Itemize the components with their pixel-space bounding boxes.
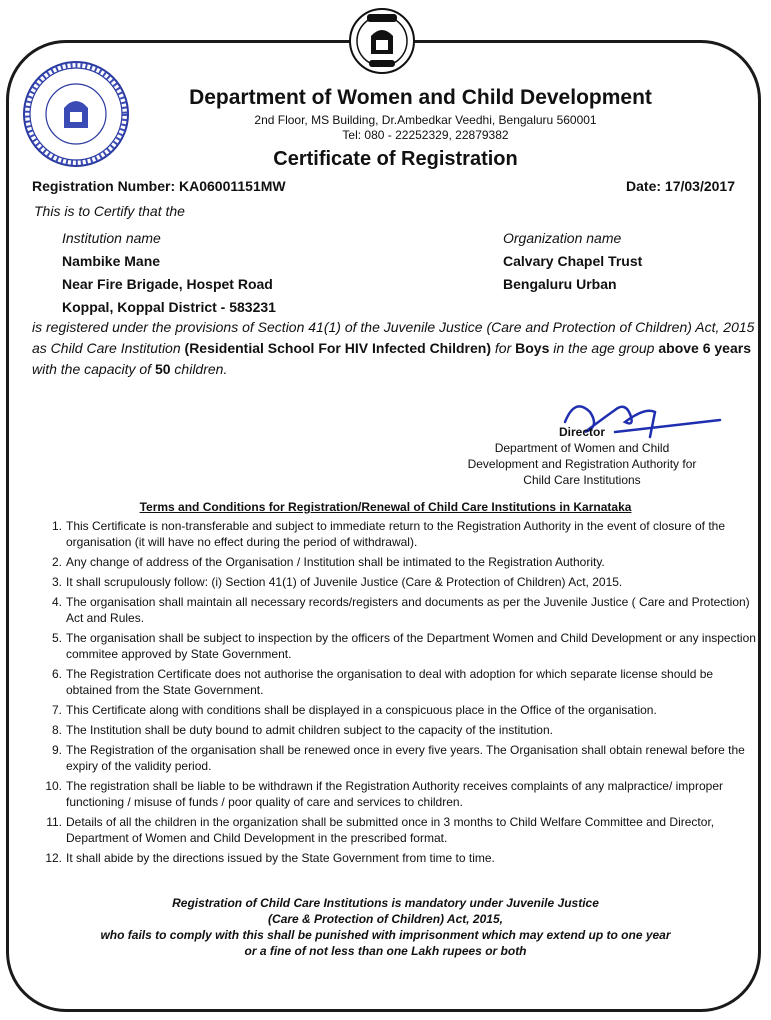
signatory-block (432, 424, 732, 488)
list-item (40, 850, 760, 866)
organization-block (503, 227, 642, 296)
registration-number: KA06001151MW (179, 178, 286, 194)
term-text: It shall scrupulously follow: (i) Section 41(1) of Juvenile Justice (Care & Protection of Children) Act, 2015. (66, 575, 623, 589)
list-item (40, 778, 760, 810)
certify-text: This is to Certify that the (34, 203, 185, 219)
term-text: The registration shall be liable to be withdrawn if the Registration Authority receives complaints of any malpractice/ improper functioning / misuse of funds / poor quality of care and services to children. (66, 779, 723, 809)
term-number: 8. (51, 723, 62, 737)
registration-statement (32, 317, 757, 380)
terms-list (40, 518, 760, 870)
term-text: Any change of address of the Organisation / Institution shall be intimated to the Registration Authority. (66, 555, 605, 569)
department-address: 2nd Floor, MS Building, Dr.Ambedkar Veedhi, Bengaluru 560001 (254, 113, 597, 127)
term-text: Details of all the children in the organization shall be submitted once in 3 months to Child Welfare Committee and Director, Department of Women and Child Development in the prescribed format. (66, 815, 715, 845)
list-item (40, 594, 760, 626)
list-item (40, 574, 760, 590)
list-item (40, 814, 760, 846)
term-number: 9. (51, 743, 62, 757)
list-item (40, 518, 760, 550)
term-text: The Institution shall be duty bound to admit children subject to the capacity of the institution. (66, 723, 553, 737)
terms-heading: Terms and Conditions for Registration/Renewal of Child Care Institutions in Karnataka (139, 500, 632, 514)
organization-label: Organization name (503, 230, 622, 246)
term-text: The Registration of the organisation shall be renewed once in every five years. The Organisation shall obtain renewal before the expiry of the validity period. (66, 743, 745, 773)
signatory-title: Director (558, 425, 605, 439)
signatory-line2: Development and Registration Authority for (467, 457, 697, 471)
term-text: The Registration Certificate does not authorise the organisation to deal with adoption for which separate license should be obtained from the State Government. (66, 667, 714, 697)
term-number: 4. (51, 595, 62, 609)
term-number: 2. (51, 555, 62, 569)
institution-label: Institution name (62, 230, 161, 246)
legal-notice-line3: who fails to comply with this shall be punished with imprisonment which may extend up to one year (100, 928, 671, 942)
term-text: The organisation shall be subject to inspection by the officers of the Department Women and Child Development or any inspection commitee approved by State Government. (66, 631, 756, 661)
legal-notice (0, 895, 771, 959)
date-value: 17/03/2017 (664, 178, 735, 194)
list-item (40, 630, 760, 662)
institution-name: Nambike Mane (62, 253, 161, 269)
legal-notice-line4: or a fine of not less than one Lakh rupees or both (244, 944, 527, 958)
term-number: 11. (46, 815, 62, 829)
term-text: This Certificate along with conditions shall be displayed in a conspicuous place in the Office of the organisation. (66, 703, 657, 717)
institution-type: (Residential School For HIV Infected Children) (184, 340, 492, 356)
age-group: above 6 years (658, 340, 751, 356)
legal-notice-line2: (Care & Protection of Children) Act, 2015, (268, 912, 503, 926)
term-text: The organisation shall maintain all necessary records/registers and documents as per the Juvenile Justice ( Care and Protection) Act and Rules. (66, 595, 750, 625)
institution-address-line1: Near Fire Brigade, Hospet Road (62, 276, 273, 292)
karnataka-emblem-icon (347, 6, 417, 76)
term-number: 3. (51, 575, 62, 589)
signatory-line1: Department of Women and Child (494, 441, 670, 455)
registration-row (32, 178, 735, 194)
organization-name: Calvary Chapel Trust (503, 253, 643, 269)
gender: Boys (515, 340, 550, 356)
term-number: 5. (51, 631, 62, 645)
capacity: 50 (154, 361, 171, 377)
certificate-date (626, 178, 735, 194)
date-label: Date: (626, 178, 662, 194)
list-item (40, 742, 760, 774)
statement-text: for (491, 340, 516, 356)
statement-text: with the capacity of (32, 361, 155, 377)
department-telephone: Tel: 080 - 22252329, 22879382 (342, 128, 509, 142)
institution-block (62, 227, 276, 319)
statement-text: is registered under the provisions of Section 41(1) of the Juvenile Justice (Care and Protection of Children) Act, 2015 as Child Care Institution (32, 319, 755, 356)
term-text: It shall abide by the directions issued by the State Government from time to time. (66, 851, 495, 865)
department-name: Department of Women and Child Development (189, 86, 652, 109)
list-item (40, 666, 760, 698)
organization-location: Bengaluru Urban (503, 276, 617, 292)
legal-notice-line1: Registration of Child Care Institutions is mandatory under Juvenile Justice (172, 896, 599, 910)
list-item (40, 554, 760, 570)
term-number: 12. (45, 851, 62, 865)
term-number: 6. (51, 667, 62, 681)
term-text: This Certificate is non-transferable and subject to immediate return to the Registration Authority in the event of closure of the organisation (it will have no effect during the period of withdrawal). (66, 519, 726, 549)
list-item (40, 722, 760, 738)
term-number: 1. (51, 519, 62, 533)
term-number: 7. (51, 703, 62, 717)
signatory-line3: Child Care Institutions (523, 473, 641, 487)
institution-address-line2: Koppal, Koppal District - 583231 (62, 299, 276, 315)
list-item (40, 702, 760, 718)
certificate-title: Certificate of Registration (273, 148, 518, 170)
statement-text: children. (170, 361, 228, 377)
registration-label: Registration Number: (32, 178, 176, 194)
term-number: 10. (45, 779, 62, 793)
statement-text: in the age group (549, 340, 659, 356)
